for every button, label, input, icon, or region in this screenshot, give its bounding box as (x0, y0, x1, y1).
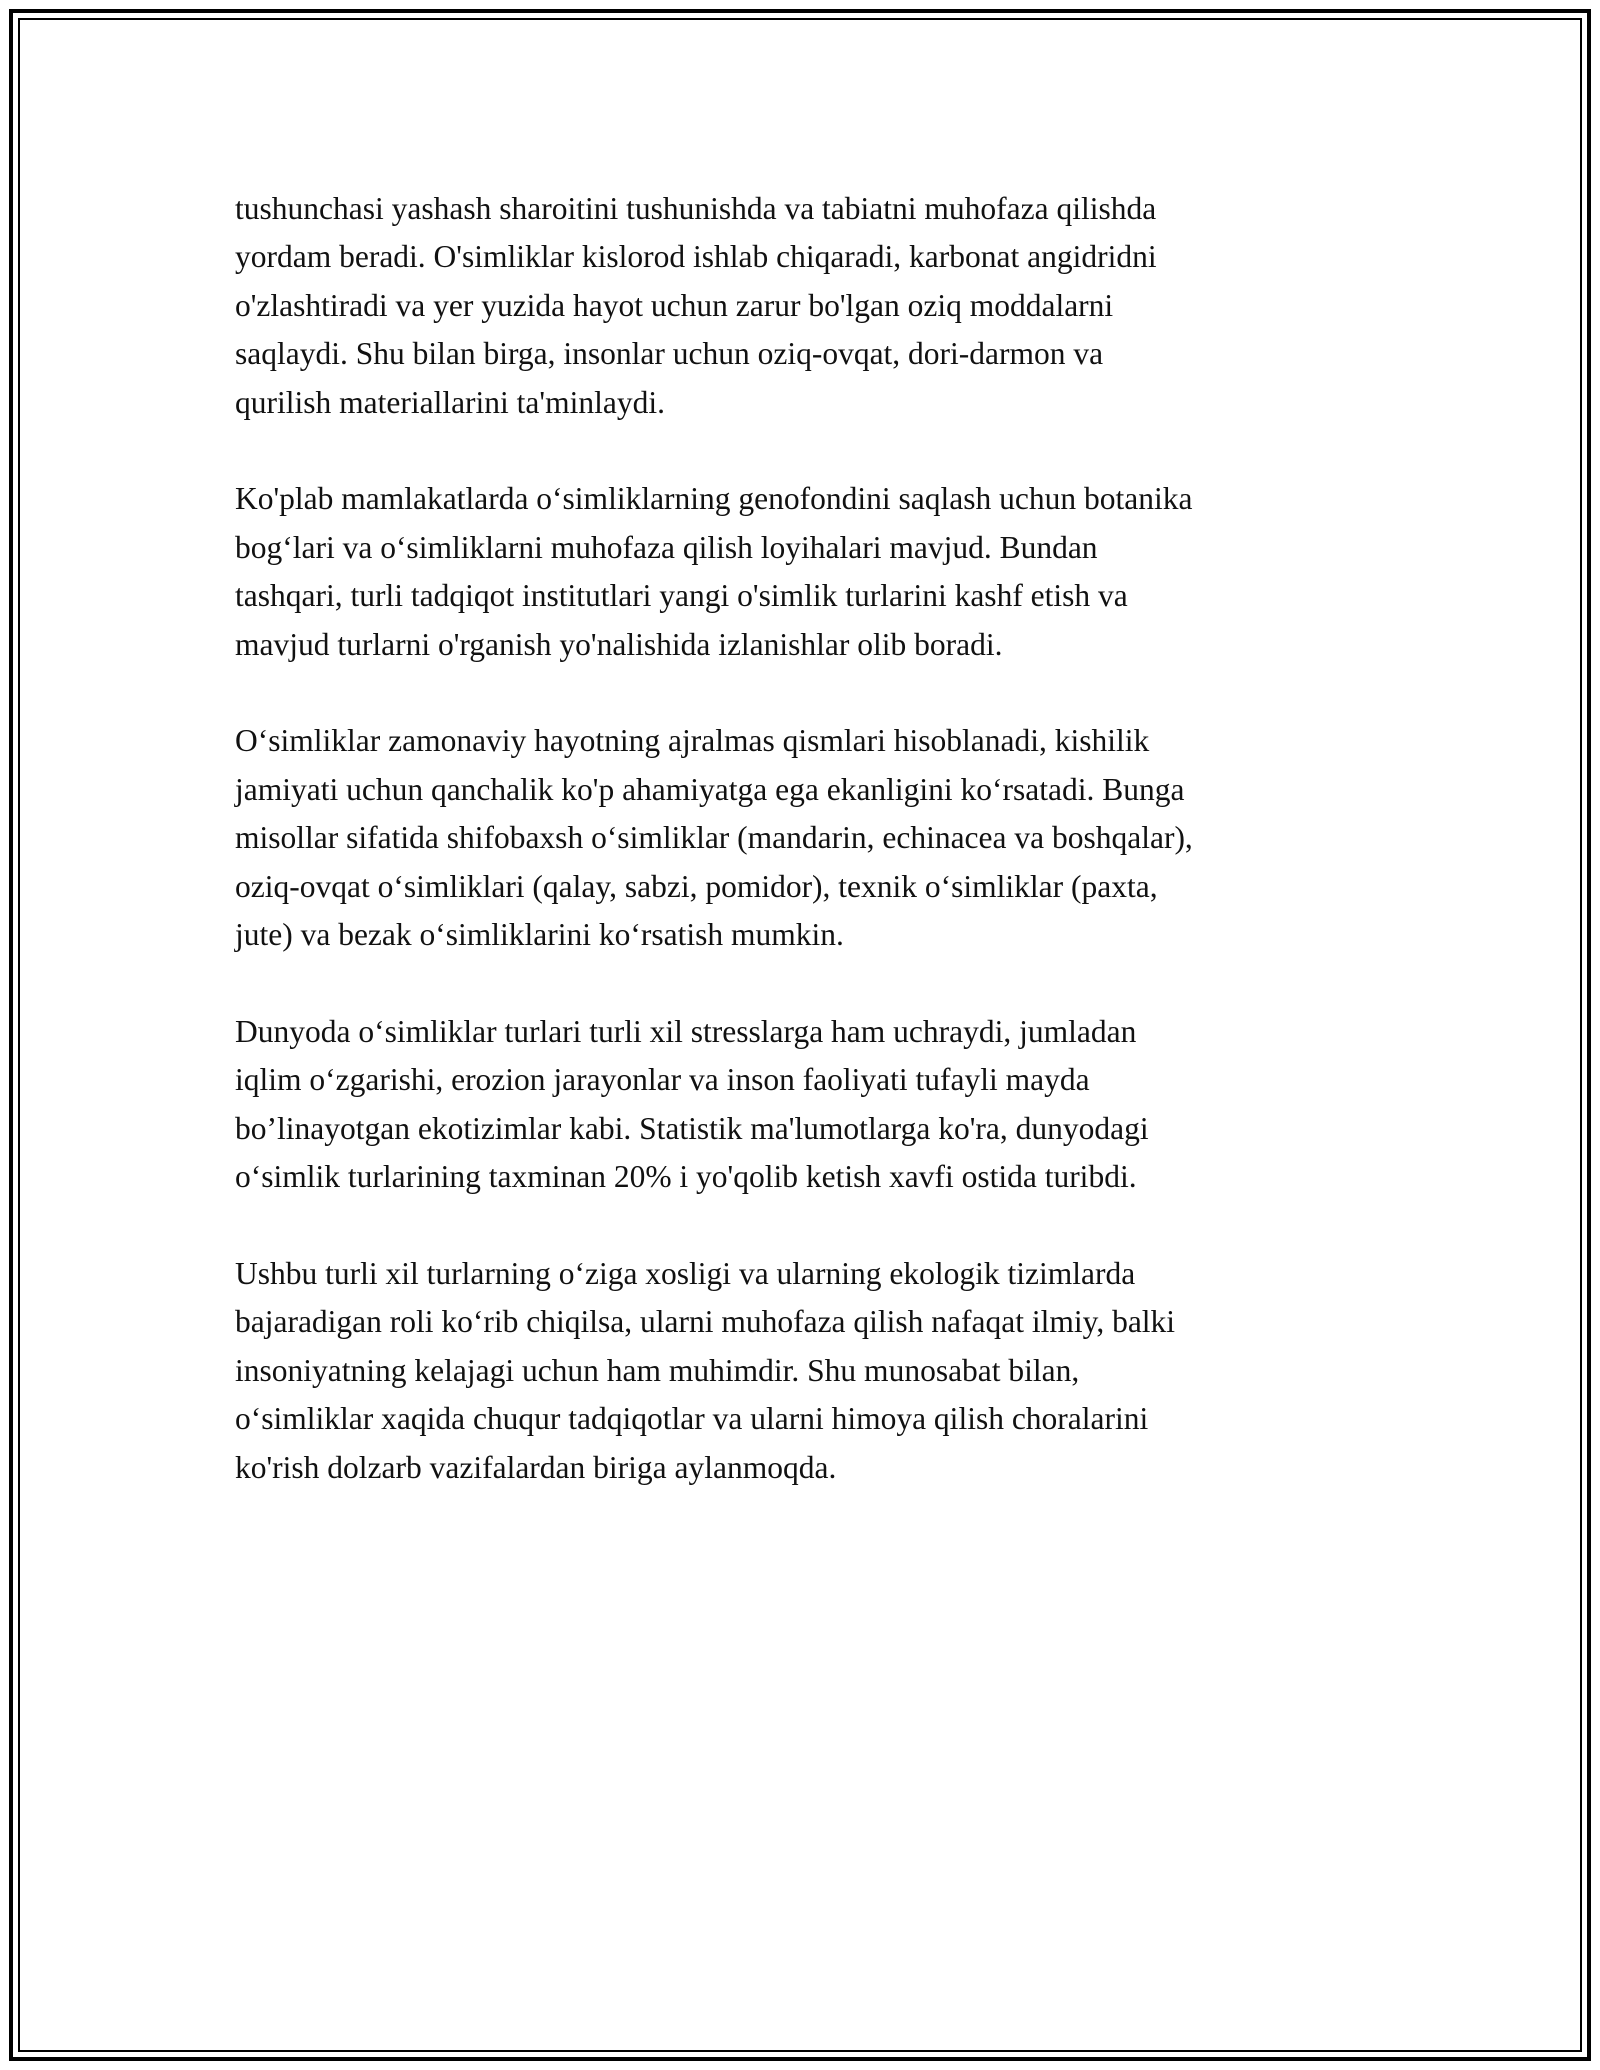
text-line: misollar sifatida shifobaxsh o‘simliklar (mandarin, echinacea va boshqalar), (235, 820, 1193, 856)
text-line: bog‘lari va o‘simliklarni muhofaza qilish loyihalari mavjud. Bundan (235, 529, 1098, 565)
text-line: Dunyoda o‘simliklar turlari turli xil stresslarga ham uchraydi, jumladan (235, 1013, 1137, 1049)
text-line: saqlaydi. Shu bilan birga, insonlar uchun oziq-ovqat, dori-darmon va (235, 336, 1104, 372)
text-line: o'zlashtiradi va yer yuzida hayot uchun zarur bo'lgan oziq moddalarni (235, 287, 1114, 323)
paragraph-5 (235, 1250, 1365, 1492)
text-line: qurilish materiallarini ta'minlaydi. (235, 384, 665, 420)
text-line: jamiyati uchun qanchalik ko'p ahamiyatga ega ekanligini ko‘rsatadi. Bunga (235, 771, 1185, 807)
text-line: o‘simliklar xaqida chuqur tadqiqotlar va ularni himoya qilish choralarini (235, 1401, 1149, 1437)
paragraph-2 (235, 475, 1365, 669)
text-line: O‘simliklar zamonaviy hayotning ajralmas qismlari hisoblanadi, kishilik (235, 723, 1150, 759)
text-line: yordam beradi. O'simliklar kislorod ishlab chiqaradi, karbonat angidridni (235, 239, 1157, 275)
paragraph-3 (235, 717, 1365, 959)
text-line: Ushbu turli xil turlarning o‘ziga xosligi va ularning ekologik tizimlarda (235, 1255, 1136, 1291)
text-line: jute) va bezak o‘simliklarini ko‘rsatish mumkin. (235, 917, 844, 953)
paragraph-4 (235, 1008, 1365, 1202)
document-body (235, 185, 1365, 1540)
text-line: iqlim o‘zgarishi, erozion jarayonlar va inson faoliyati tufayli mayda (235, 1062, 1090, 1098)
text-line: tashqari, turli tadqiqot institutlari yangi o'simlik turlarini kashf etish va (235, 578, 1128, 614)
text-line: bo’linayotgan ekotizimlar kabi. Statistik ma'lumotlarga ko'ra, dunyodagi (235, 1110, 1149, 1146)
text-line: oziq-ovqat o‘simliklari (qalay, sabzi, pomidor), texnik o‘simliklar (paxta, (235, 868, 1158, 904)
text-line: o‘simlik turlarining taxminan 20% i yo'qolib ketish xavfi ostida turibdi. (235, 1159, 1137, 1195)
text-line: Ko'plab mamlakatlarda o‘simliklarning genofondini saqlash uchun botanika (235, 481, 1193, 517)
text-line: mavjud turlarni o'rganish yo'nalishida izlanishlar olib boradi. (235, 626, 1003, 662)
text-line: bajaradigan roli ko‘rib chiqilsa, ularni muhofaza qilish nafaqat ilmiy, balki (235, 1304, 1176, 1340)
text-line: insoniyatning kelajagi uchun ham muhimdir. Shu munosabat bilan, (235, 1352, 1080, 1388)
text-line: tushunchasi yashash sharoitini tushunishda va tabiatni muhofaza qilishda (235, 191, 1157, 226)
text-line: ko'rish dolzarb vazifalardan biriga aylanmoqda. (235, 1449, 837, 1485)
paragraph-1 (235, 185, 1365, 427)
